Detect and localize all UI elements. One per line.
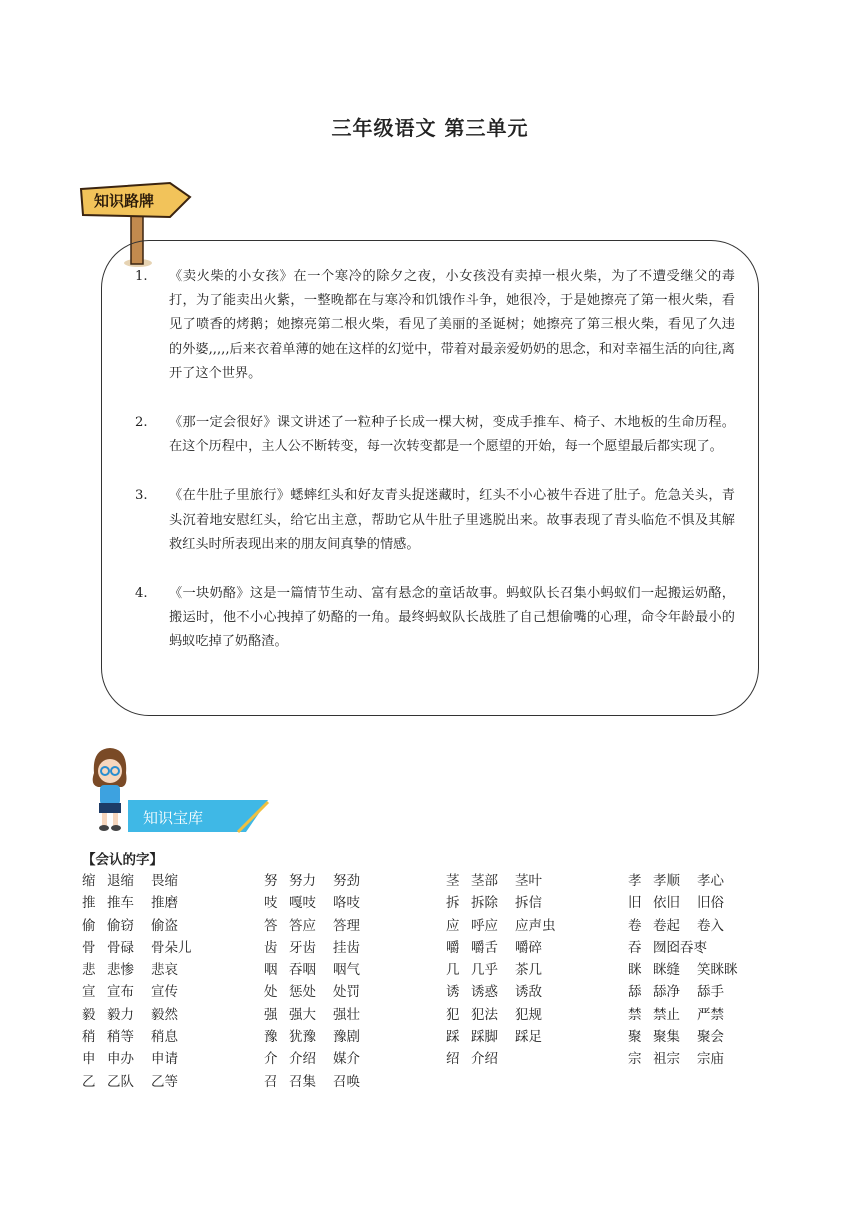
section-heading: 【会认的字】 <box>82 852 163 868</box>
char-row: 悲 悲惨 悲哀 <box>82 962 178 979</box>
char-row: 稍 稍等 稍息 <box>82 1029 178 1046</box>
char-row: 犯 犯法 犯规 <box>446 1006 542 1023</box>
char-row: 强 强大 强壮 <box>264 1006 360 1023</box>
char-row: 几 几乎 茶几 <box>446 962 542 979</box>
char-row: 诱 诱惑 诱敌 <box>446 984 542 1001</box>
char-row: 绍 介绍 <box>446 1051 498 1068</box>
char-row: 舔 舔净 舔手 <box>628 984 724 1001</box>
char-row: 召 召集 召唤 <box>264 1073 360 1090</box>
char-row: 推 推车 推磨 <box>82 895 178 912</box>
knowledge-item: 4. 《一块奶酪》这是一篇情节生动、富有悬念的童话故事。蚂蚁队长召集小蚂蚁们一起搬运奶酪，搬运时，他不小心拽掉了奶酪的一角。最终蚂蚁队长战胜了自己想偷嘴的心理，命令年龄最小的蚂蚁吃掉了奶酪渣。 <box>135 586 735 650</box>
char-row: 乙 乙队 乙等 <box>82 1073 178 1090</box>
page-title: 三年级语文 第三单元 <box>331 116 529 140</box>
char-row: 宗 祖宗 宗庙 <box>628 1051 724 1068</box>
char-column-3 <box>446 870 556 1071</box>
char-row: 宣 宣布 宣传 <box>82 984 178 1001</box>
char-row: 答 答应 答理 <box>264 917 360 934</box>
char-row: 孝 孝顺 孝心 <box>628 873 724 889</box>
char-row: 眯 眯缝 笑眯眯 <box>628 962 738 979</box>
char-row: 毅 毅力 毅然 <box>82 1006 178 1023</box>
knowledge-item: 1. 《卖火柴的小女孩》在一个寒冷的除夕之夜，小女孩没有卖掉一根火柴，为了不遭受继父的毒打，为了能卖出火紫，一整晚都在与寒冷和饥饿作斗争，她很冷，于是她擦亮了第一根火柴，看见了喷香的烤鹅；她擦亮第二根火柴，看见了美丽的圣诞树；她擦亮了第三根火柴，看见了久违的外婆,,,,,后来衣着单薄的她在这样的幻觉中，带着对最亲爱奶奶的思念，和对幸福生活的向往,离开了这个世界。 <box>135 269 735 381</box>
char-row: 旧 依旧 旧俗 <box>628 895 724 912</box>
char-row: 拆 拆除 拆信 <box>446 895 542 912</box>
char-column-1 <box>82 870 192 1093</box>
char-row: 聚 聚集 聚会 <box>628 1029 724 1046</box>
banner-label: 知识宝库 <box>143 809 204 827</box>
char-row: 偷 偷窃 偷盗 <box>82 917 178 934</box>
char-row: 吞 囫囵吞枣 <box>628 939 707 956</box>
char-column-2 <box>264 870 360 1093</box>
char-row: 申 申办 申请 <box>82 1051 178 1068</box>
char-row: 齿 牙齿 挂齿 <box>264 939 360 956</box>
char-column-4 <box>628 870 738 1071</box>
char-row: 骨 骨碌 骨朵儿 <box>82 939 192 956</box>
char-row: 缩 退缩 畏缩 <box>82 873 178 889</box>
char-row: 应 呼应 应声虫 <box>446 917 556 934</box>
char-row: 踩 踩脚 踩足 <box>446 1029 542 1046</box>
char-row: 吱 嘎吱 咯吱 <box>264 895 360 912</box>
knowledge-item: 2. 《那一定会很好》课文讲述了一粒种子长成一棵大树，变成手推车、椅子、木地板的生命历程。在这个历程中，主人公不断转变，每一次转变都是一个愿望的开始，每一个愿望最后都实现了。 <box>135 415 735 455</box>
knowledge-list <box>135 265 735 680</box>
char-row: 茎 茎部 茎叶 <box>446 873 542 889</box>
char-row: 处 惩处 处罚 <box>264 984 360 1001</box>
char-row: 豫 犹豫 豫剧 <box>264 1029 360 1046</box>
knowledge-item: 3. 《在牛肚子里旅行》蟋蟀红头和好友青头捉迷藏时，红头不小心被牛吞进了肚子。危急关头，青头沉着地安慰红头，给它出主意，帮助它从牛肚子里逃脱出来。故事表现了青头临危不惧及其解救红头时所表现出来的朋友间真挚的情感。 <box>135 488 735 552</box>
char-row: 咽 吞咽 咽气 <box>264 962 360 979</box>
char-row: 努 努力 努劲 <box>264 873 360 889</box>
char-row: 禁 禁止 严禁 <box>628 1006 724 1023</box>
char-row: 介 介绍 媒介 <box>264 1051 360 1068</box>
char-row: 卷 卷起 卷入 <box>628 917 724 934</box>
signpost-label: 知识路牌 <box>94 192 155 210</box>
char-row: 嚼 嚼舌 嚼碎 <box>446 939 542 956</box>
